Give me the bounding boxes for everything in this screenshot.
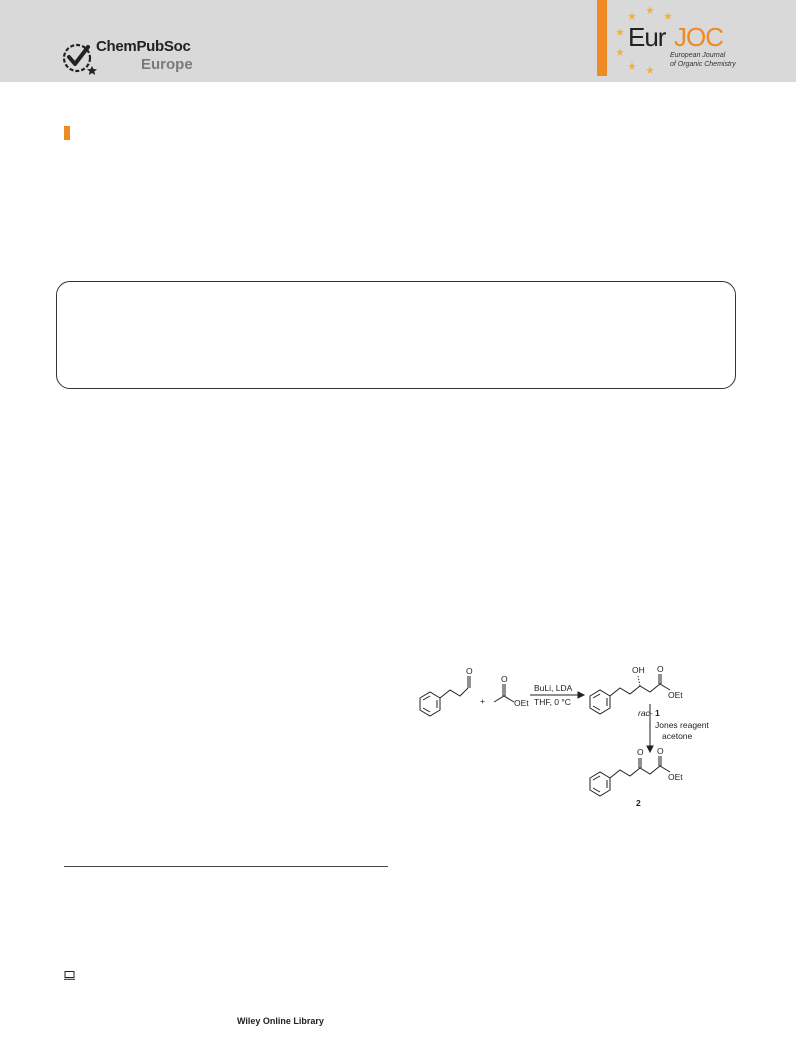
journal-header [0,0,796,82]
publisher-name: ChemPubSoc [96,38,191,55]
compound-2-label: 2 [636,798,641,808]
oet-label: OEt [668,772,683,782]
rac-prefix: rac- [638,708,653,718]
oet-label: OEt [668,690,683,700]
oet-label: OEt [514,698,529,708]
footer-brand[interactable]: Wiley Online Library [237,1016,324,1026]
step2-reagent-line2: acetone [662,731,693,741]
journal-full-name-line2: of Organic Chemistry [670,61,736,68]
reaction-scheme [410,660,710,810]
carbonyl-o-label: O [657,664,664,674]
journal-logo-joc: JOC [674,22,723,52]
reagents-bottom: THF, 0 °C [534,697,571,707]
hydroxyl-label: OH [632,665,645,675]
carbonyl-o-label: O [637,747,644,757]
carbonyl-o-label: O [501,674,508,684]
carbonyl-o-label: O [466,666,473,676]
carbonyl-o-label: O [657,746,664,756]
footnote-rule [64,866,388,867]
journal-logo-eur: Eur [628,22,666,52]
plus-sign: + [480,696,485,706]
abstract-box [56,281,736,389]
ethyl-acetate [494,696,514,702]
section-marker [64,126,70,140]
journal-full-name-line1: European Journal [670,52,726,59]
step2-reagent-line1: Jones reagent [655,720,709,730]
keto-ester-chain [610,766,670,778]
accent-tab [597,0,607,76]
reagents-top: BuLi, LDA [534,683,573,693]
publisher-region: Europe [141,56,193,73]
supporting-info-icon[interactable] [64,971,75,980]
compound-rac-1-label: 1 [655,708,660,718]
aldehyde-chain [440,688,468,698]
